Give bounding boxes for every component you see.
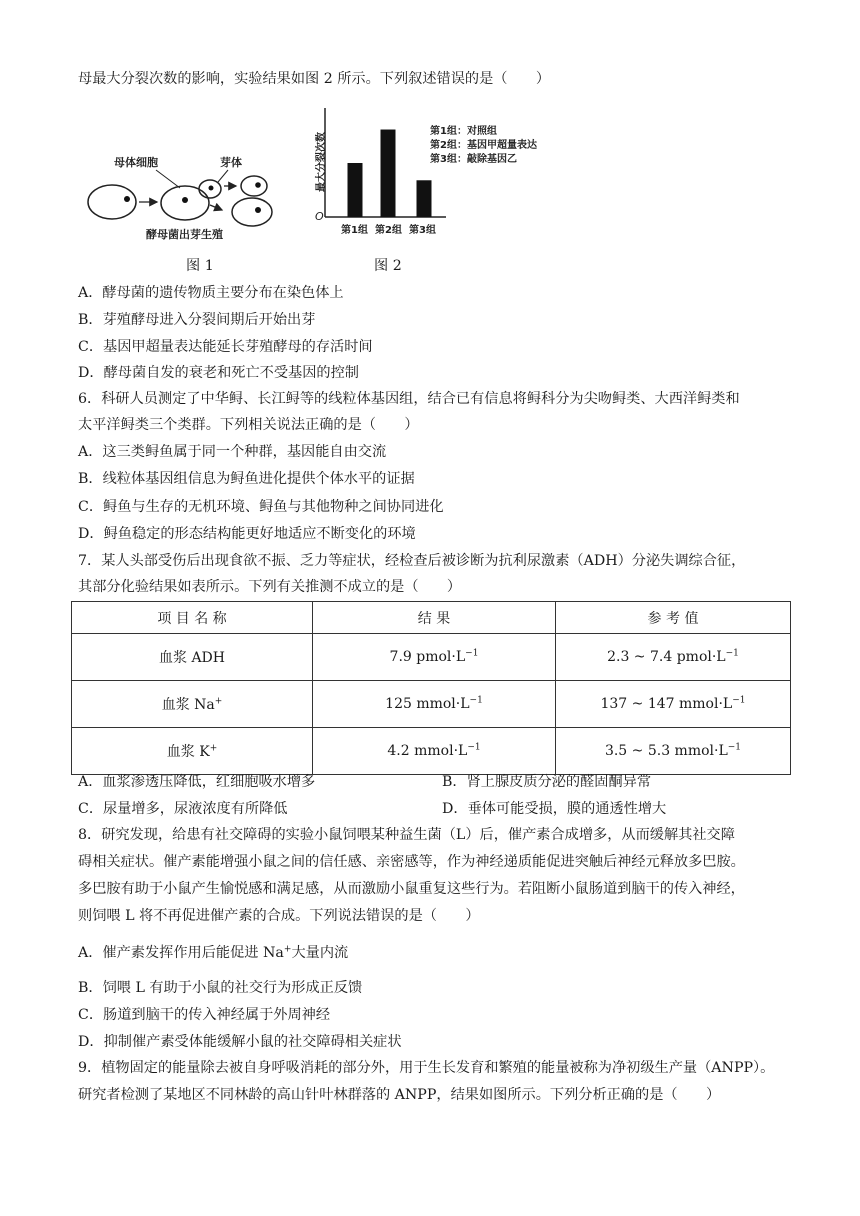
lab-results-table xyxy=(71,601,791,775)
cell-result: 7.9 $pmol\cdot L^{-1}$ xyxy=(313,634,556,681)
table-row xyxy=(72,634,791,681)
q8-stem-line-2: 碍相关症状。催产素能增强小鼠之间的信任感、亲密感等，作为神经递质能促进突触后神经元释放多巴胺。 xyxy=(78,854,745,870)
q8-option-d: D．抑制催产素受体能缓解小鼠的社交障碍相关症状 xyxy=(78,1034,402,1050)
header-reference: 参 考 值 xyxy=(556,602,791,634)
q6-option-a: A．这三类鲟鱼属于同一个种群，基因能自由交流 xyxy=(78,444,387,460)
q7-stem-line-2: 其部分化验结果如表所示。下列有关推测不成立的是（ ） xyxy=(78,579,462,595)
x-tick-label-1: 第1组 xyxy=(341,225,368,236)
legend-item-1: 第1组：对照组 xyxy=(430,126,497,137)
mother-cell-1 xyxy=(88,185,136,219)
q9-stem-line-2: 研究者检测了某地区不同林龄的高山针叶林群落的 ANPP，结果如图所示。下列分析正确的是（ ） xyxy=(78,1087,721,1103)
header-result: 结 果 xyxy=(313,602,556,634)
daughter-cell-small xyxy=(241,176,267,196)
q7-option-d: D．垂体可能受损，膜的通透性增大 xyxy=(442,801,667,817)
figure-1-budding-diagram xyxy=(84,150,304,245)
cell-reference: 3.5 ~ 5.3 $mmol\cdot L^{-1}$ xyxy=(556,728,791,775)
q5-option-a: A．酵母菌的遗传物质主要分布在染色体上 xyxy=(78,285,344,301)
q9-stem-line-1: 9．植物固定的能量除去被自身呼吸消耗的部分外，用于生长发育和繁殖的能量被称为净初级生产量（ANPP）。 xyxy=(78,1060,775,1076)
table-header-row xyxy=(72,602,791,634)
q6-option-b: B．线粒体基因组信息为鲟鱼进化提供个体水平的证据 xyxy=(78,471,415,487)
q8-stem-line-1: 8．研究发现，给患有社交障碍的实验小鼠饲喂某种益生菌（L）后，催产素合成增多，从而缓解其社交障 xyxy=(78,827,735,843)
question-continuation: 母最大分裂次数的影响，实验结果如图 2 所示。下列叙述错误的是（ ） xyxy=(78,71,551,87)
bar-2 xyxy=(381,130,396,217)
figure-2-bar-chart xyxy=(308,104,566,240)
q5-option-d: D．酵母菌自发的衰老和死亡不受基因的控制 xyxy=(78,365,359,381)
origin-label: O xyxy=(315,210,324,223)
cell-reference: 2.3 ~ 7.4 $pmol\cdot L^{-1}$ xyxy=(556,634,791,681)
bar-3 xyxy=(417,180,432,217)
q8-option-c: C．肠道到脑干的传入神经属于外周神经 xyxy=(78,1007,331,1023)
header-item: 项 目 名 称 xyxy=(72,602,313,634)
cell-result: 125 $mmol\cdot L^{-1}$ xyxy=(313,681,556,728)
table-row xyxy=(72,728,791,775)
q5-option-b: B．芽殖酵母进入分裂间期后开始出芽 xyxy=(78,312,316,328)
q7-option-c: C．尿量增多，尿液浓度有所降低 xyxy=(78,801,288,817)
q6-stem-line-1: 6．科研人员测定了中华鲟、长江鲟等的线粒体基因组，结合已有信息将鲟科分为尖吻鲟类、大西洋鲟类和 xyxy=(78,391,740,407)
figure-1-caption: 图 1 xyxy=(186,258,214,274)
legend-item-2: 第2组：基因甲超量表达 xyxy=(430,140,537,151)
q8-option-b: B．饲喂 L 有助于小鼠的社交行为形成正反馈 xyxy=(78,980,363,996)
table-row xyxy=(72,681,791,728)
q8-stem-line-4: 则饲喂 L 将不再促进催产素的合成。下列说法错误的是（ ） xyxy=(78,908,480,924)
figure-1-inner-caption: 酵母菌出芽生殖 xyxy=(146,228,223,241)
figure-2-caption: 图 2 xyxy=(374,258,402,274)
daughter-cell-large xyxy=(232,198,272,226)
q7-stem-line-1: 7．某人头部受伤后出现食欲不振、乏力等症状，经检查后被诊断为抗利尿激素（ADH）分泌失调综合征， xyxy=(78,553,746,569)
q5-option-c: C．基因甲超量表达能延长芽殖酵母的存活时间 xyxy=(78,339,373,355)
label-bud: 芽体 xyxy=(220,156,242,169)
q7-option-b: B．肾上腺皮质分泌的醛固酮异常 xyxy=(442,774,652,790)
label-mother-cell: 母体细胞 xyxy=(114,156,158,169)
cell-item: 血浆 Na+ xyxy=(72,681,313,728)
y-axis-label: 最大分裂次数 xyxy=(316,132,327,192)
cell-result: 4.2 $mmol\cdot L^{-1}$ xyxy=(313,728,556,775)
cell-item: 血浆 ADH xyxy=(72,634,313,681)
q6-option-d: D．鲟鱼稳定的形态结构能更好地适应不断变化的环境 xyxy=(78,526,416,542)
q6-option-c: C．鲟鱼与生存的无机环境、鲟鱼与其他物种之间协同进化 xyxy=(78,499,444,515)
q7-option-a: A．血浆渗透压降低，红细胞吸水增多 xyxy=(78,774,316,790)
x-tick-label-3: 第3组 xyxy=(409,225,436,236)
bar-1 xyxy=(348,163,363,217)
legend-item-3: 第3组：敲除基因乙 xyxy=(430,154,517,165)
cell-item: 血浆 K+ xyxy=(72,728,313,775)
x-tick-label-2: 第2组 xyxy=(375,225,402,236)
q6-stem-line-2: 太平洋鲟类三个类群。下列相关说法正确的是（ ） xyxy=(78,417,419,433)
q8-option-a: A．催产素发挥作用后能促进 Na+大量内流 xyxy=(78,944,349,961)
q8-stem-line-3: 多巴胺有助于小鼠产生愉悦感和满足感，从而激励小鼠重复这些行为。若阻断小鼠肠道到脑干的传入神经， xyxy=(78,881,745,897)
cell-reference: 137 ~ 147 $mmol\cdot L^{-1}$ xyxy=(556,681,791,728)
